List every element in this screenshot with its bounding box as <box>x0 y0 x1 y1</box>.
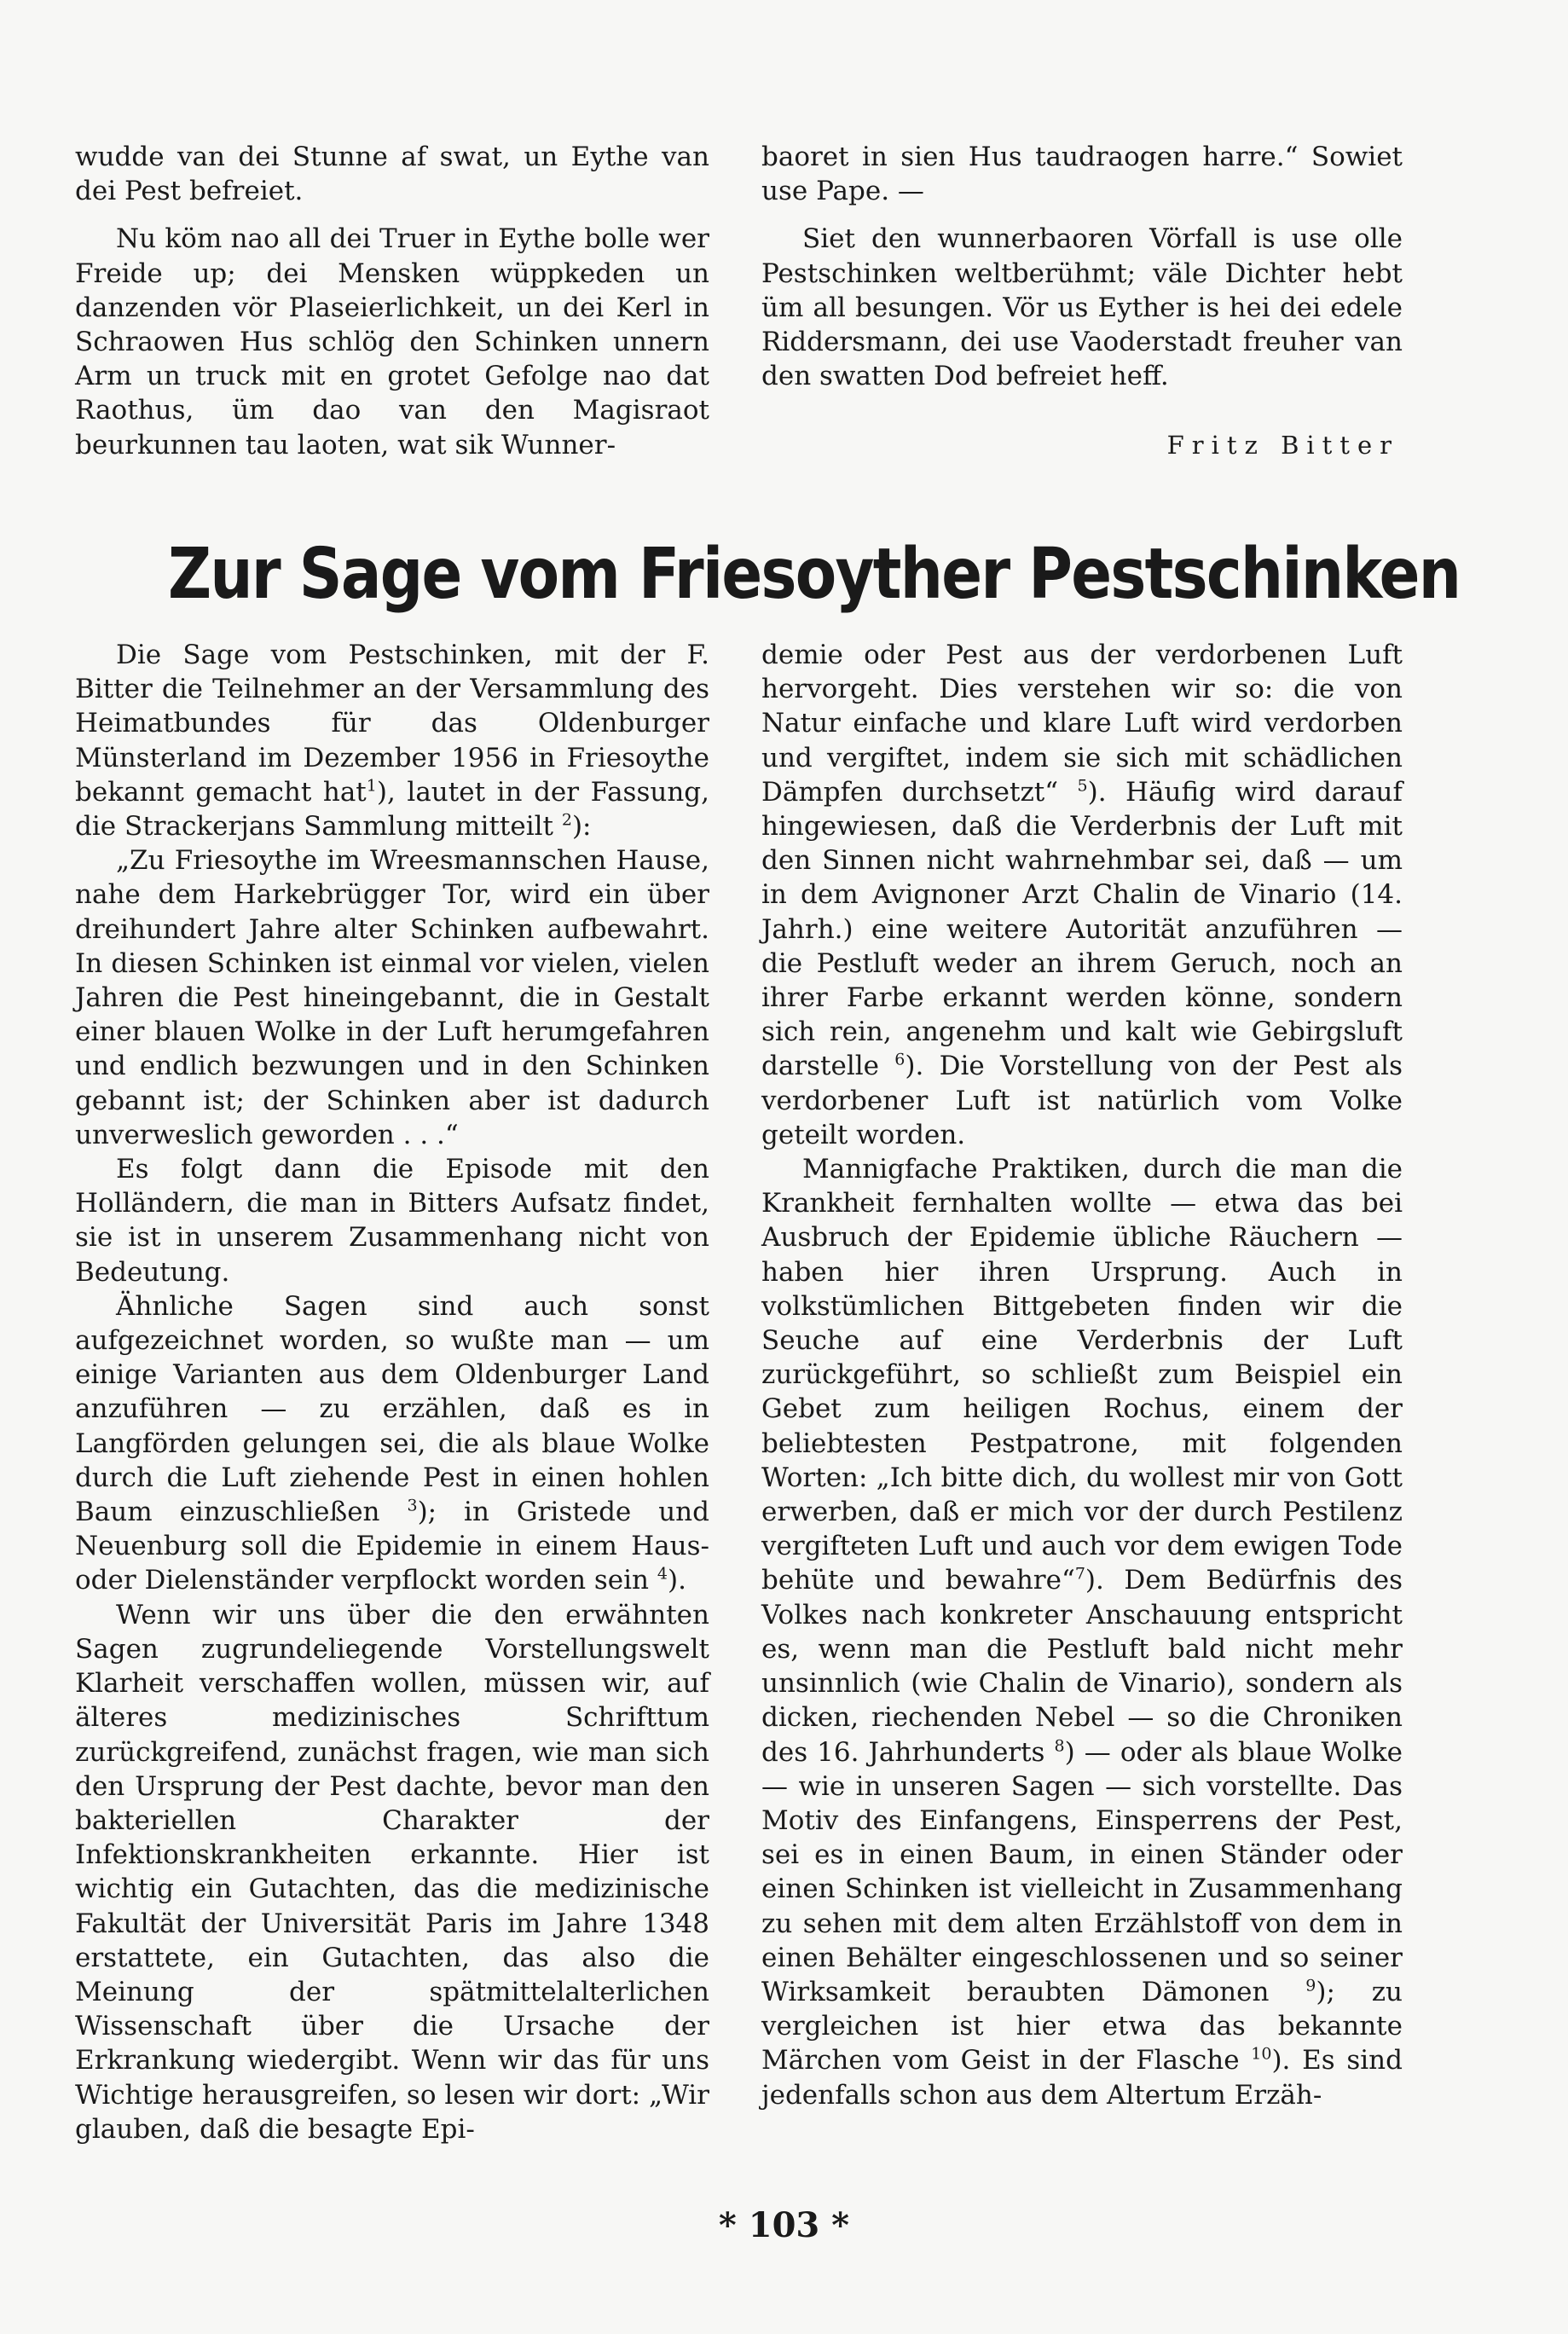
article-paragraph: Ähnliche Sagen sind auch sonst aufgezeichnet worden, so wußte man — um einige Varianten aus dem Oldenburger Land anzuführen — zu erzählen, daß es in Langförden gelungen sei, die als blaue Wolke durch die Luft ziehende Pest in einen hohlen Baum einzuschließen $^3$); in Gristede und Neuenburg soll die Epidemie in einem Haus- oder Dielenständer verpflockt worden sein $^4$). <box>75 1290 709 1596</box>
article-paragraph: Es folgt dann die Episode mit den Holländern, die man in Bitters Aufsatz findet, sie ist in unserem Zusammenhang nicht von Bedeutung. <box>75 1154 709 1288</box>
top-left-paragraph-2: Nu köm nao all dei Truer in Eythe bolle wer Freide up; dei Mensken wüppkeden un danzenden vör Plaseierlichkeit, un dei Kerl in Schraowen Hus schlög den Schinken unnern Arm un truck mit en grotet Gefolge nao dat Raothus, üm dao van den Magisraot beurkunnen tau laoten, wat sik Wunner- <box>75 223 709 460</box>
top-left-column <box>75 140 709 462</box>
footnote-marker: 8 <box>1054 1736 1065 1756</box>
top-right-column <box>761 140 1403 393</box>
article-right-column <box>761 638 1403 2112</box>
article-paragraph: „Zu Friesoythe im Wreesmannschen Hause, nahe dem Harkebrügger Tor, wird ein über dreihundert Jahre alter Schinken aufbewahrt. In diesen Schinken ist einmal vor vielen, vielen Jahren die Pest hineingebannt, die in Gestalt einer blauen Wolke in der Luft herumgefahren und endlich bezwungen und in den Schinken gebannt ist; der Schinken aber ist dadurch unverweslich geworden . . .“ <box>75 845 709 1150</box>
top-right-paragraph-1: baoret in sien Hus taudraogen harre.“ Sowiet use Pape. — <box>761 142 1403 207</box>
article-paragraph: Die Sage vom Pestschinken, mit der F. Bitter die Teilnehmer an der Versammlung des Heimatbundes für das Oldenburger Münsterland im Dezember 1956 in Friesoythe bekannt gemacht hat$^1$), lautet in der Fassung, die Strackerjans Sammlung mitteilt $^2$): <box>75 640 710 843</box>
footnote-marker: 4 <box>657 1565 668 1584</box>
footnote-marker: 7 <box>1074 1565 1085 1584</box>
author-signature: Fritz Bitter <box>1166 431 1399 460</box>
article-paragraph: Wenn wir uns über die den erwähnten Sagen zugrundeliegende Vorstellungswelt Klarheit verschaffen wollen, müssen wir, auf älteres medizinisches Schrifttum zurückgreifend, zunächst fragen, wie man sich den Ursprung der Pest dachte, bevor man den bakteriellen Charakter der Infektionskrankheiten erkannte. Hier ist wichtig ein Gutachten, das die medizinische Fakultät der Universität Paris im Jahre 1348 erstattete, ein Gutachten, das also die Meinung der spätmittelalterlichen Wissenschaft über die Ursache der Erkrankung wiedergibt. Wenn wir das für uns Wichtige herausgreifen, so lesen wir dort: „Wir glauben, daß die besagte Epi- <box>75 1599 709 2145</box>
footnote-marker: 6 <box>894 1051 906 1070</box>
article-paragraph: demie oder Pest aus der verdorbenen Luft hervorgeht. Dies verstehen wir so: die von Natur einfache und klare Luft wird verdorben und vergiftet, indem sie sich mit schädlichen Dämpfen durchsetzt“ $^5$). Häufig wird darauf hingewiesen, daß die Verderbnis der Luft mit den Sinnen nicht wahrnehmbar sei, daß — um in dem Avignoner Arzt Chalin de Vinario (14. Jahrh.) eine weitere Autorität anzuführen — die Pestluft weder an ihrem Geruch, noch an ihrer Farbe erkannt werden könne, sondern sich rein, angenehm und kalt wie Gebirgsluft darstelle $^6$). Die Vorstellung von der Pest als verdorbener Luft ist natürlich vom Volke geteilt worden. <box>761 640 1403 1150</box>
article-left-column <box>75 638 709 2146</box>
footnote-marker: 3 <box>407 1496 418 1515</box>
top-left-paragraph-1: wudde van dei Stunne af swat, un Eythe van dei Pest befreiet. <box>75 142 709 207</box>
article-title: Zur Sage vom Friesoyther Pestschinken <box>167 534 1461 615</box>
footnote-marker: 2 <box>561 810 572 830</box>
footnote-marker: 10 <box>1251 2045 1272 2064</box>
page-number: * 103 * <box>718 2205 850 2245</box>
article-paragraph: Mannigfache Praktiken, durch die man die Krankheit fernhalten wollte — etwa das bei Ausbruch der Epidemie übliche Räuchern — haben hier ihren Ursprung. Auch in volkstümlichen Bittgebeten finden wir die Seuche auf eine Verderbnis der Luft zurückgeführt, so schließt zum Beispiel ein Gebet zum heiligen Rochus, einem der beliebtesten Pestpatrone, mit folgenden Worten: „Ich bitte dich, du wollest mir von Gott erwerben, daß er mich vor der durch Pestilenz vergifteten Luft und auch vor dem ewigen Tode behüte und bewahre“$^7$). Dem Bedürfnis des Volkes nach konkreter Anschauung entspricht es, wenn man die Pestluft bald nicht mehr unsinnlich (wie Chalin de Vinario), sondern als dicken, riechenden Nebel — so die Chroniken des 16. Jahrhunderts $^8$) — oder als blaue Wolke — wie in unseren Sagen — sich vorstellte. Das Motiv des Einfangens, Einsperrens der Pest, sei es in einen Baum, in einen Ständer oder einen Schinken ist vielleicht in Zusammenhang zu sehen mit dem alten Erzählstoff von dem in einen Behälter eingeschlossenen und so seiner Wirksamkeit beraubten Dämonen $^9$); zu vergleichen ist hier etwa das bekannte Märchen vom Geist in der Flasche $^{10}$). Es sind jedenfalls schon aus dem Altertum Erzäh- <box>761 1154 1403 2111</box>
top-right-paragraph-2: Siet den wunnerbaoren Vörfall is use olle Pestschinken weltberühmt; väle Dichter hebt üm all besungen. Vör us Eyther is hei dei edele Riddersmann, dei use Vaoderstadt freuher van den swatten Dod befreiet heff. <box>761 223 1403 392</box>
footnote-marker: 1 <box>366 776 377 796</box>
footnote-marker: 5 <box>1077 776 1088 796</box>
footnote-marker: 9 <box>1305 1976 1316 1995</box>
